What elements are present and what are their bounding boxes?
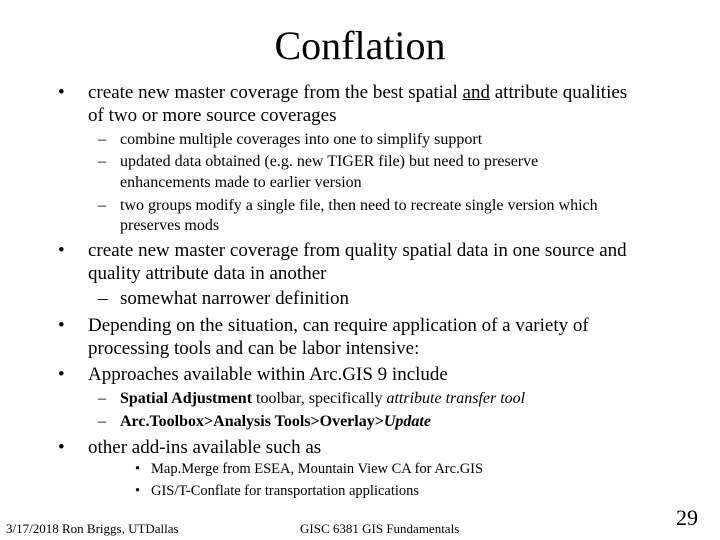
bullet-icon: • <box>135 483 141 499</box>
bullet-icon: • <box>58 315 65 336</box>
dash-icon: – <box>98 288 108 309</box>
footer-date-author: 3/17/2018 Ron Briggs, UTDallas <box>6 521 179 536</box>
dash-icon: – <box>98 413 106 430</box>
underlined-word: and <box>462 82 490 103</box>
dash-icon: – <box>98 153 106 170</box>
dash-icon: – <box>98 131 106 148</box>
dash-icon: – <box>98 197 106 214</box>
bullet-text: create new master coverage from the best spatial and attribute qualities <box>88 82 628 103</box>
bullet-icon: • <box>58 82 65 103</box>
bullet-icon: • <box>58 240 65 261</box>
bullet-icon: • <box>58 437 65 458</box>
dash-icon: – <box>98 390 106 407</box>
bullet-icon: • <box>58 364 65 385</box>
slide-title: Conflation <box>274 23 446 68</box>
page-number: 29 <box>676 505 698 530</box>
footer-course: GISC 6381 GIS Fundamentals <box>300 521 460 536</box>
bullet-icon: • <box>135 461 141 477</box>
